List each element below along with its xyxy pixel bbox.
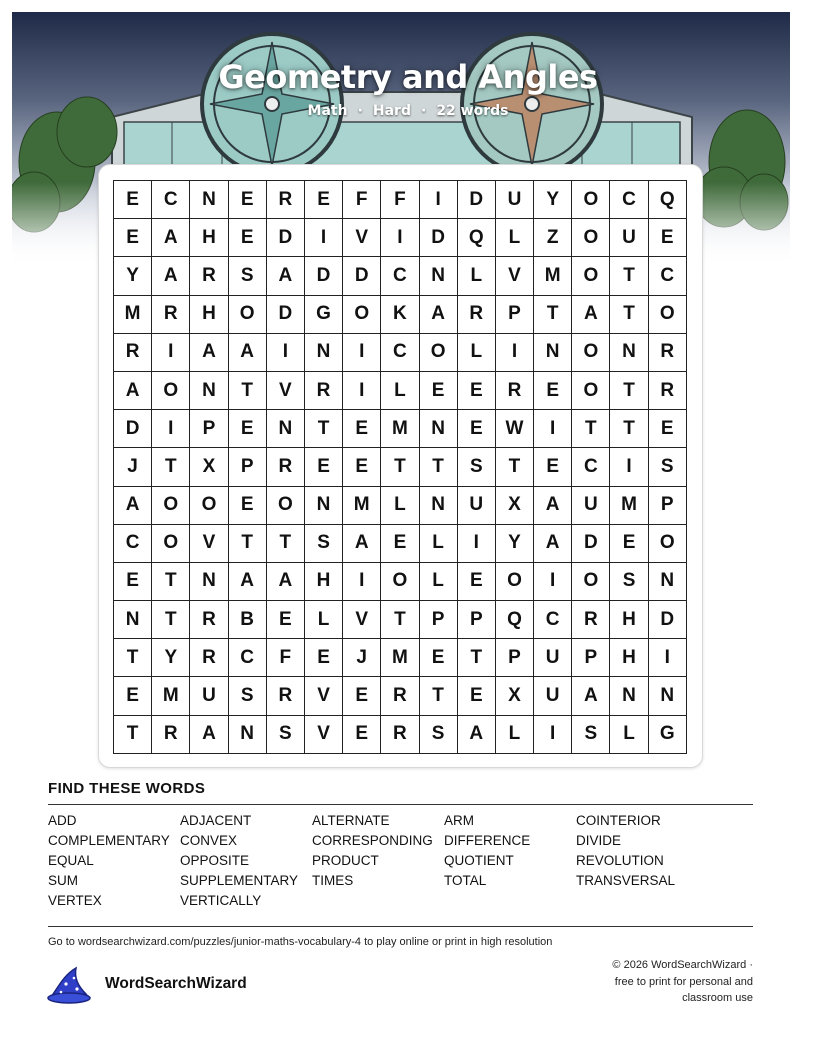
word-list-item: VERTEX [48,893,102,908]
brand[interactable] [46,964,247,1004]
grid-cell[interactable]: H [610,601,648,639]
grid-cell[interactable]: E [343,716,381,754]
grid-cell[interactable]: U [458,487,496,525]
word-list-item: ARM [444,813,474,828]
word-list-item: ADD [48,813,77,828]
grid-cell[interactable]: O [572,372,610,410]
grid-cell[interactable]: L [420,563,458,601]
grid-cell[interactable]: R [152,296,190,334]
grid-cell[interactable]: C [381,257,419,295]
grid-cell[interactable]: T [420,448,458,486]
grid-cell[interactable]: E [420,372,458,410]
grid-cell[interactable]: E [114,677,152,715]
word-count-label: 22 words [436,103,509,119]
grid-cell[interactable]: S [649,448,687,486]
grid-cell[interactable]: X [496,487,534,525]
grid-cell[interactable]: L [458,257,496,295]
meta-separator: · [420,103,427,119]
grid-cell[interactable]: O [420,334,458,372]
grid-cell[interactable]: B [229,601,267,639]
grid-cell[interactable]: A [152,219,190,257]
grid-cell[interactable]: L [458,334,496,372]
grid-cell[interactable]: I [458,525,496,563]
grid-cell[interactable]: S [229,257,267,295]
word-list-item: SUPPLEMENTARY [180,873,299,888]
grid-cell[interactable]: H [190,219,228,257]
grid-cell[interactable]: S [458,448,496,486]
grid-cell[interactable]: Y [114,257,152,295]
grid-cell[interactable]: R [152,716,190,754]
grid-cell[interactable]: O [572,219,610,257]
grid-cell[interactable]: M [381,410,419,448]
grid-cell[interactable]: H [305,563,343,601]
grid-cell[interactable]: A [267,563,305,601]
meta-separator: · [357,103,363,119]
grid-cell[interactable]: R [381,677,419,715]
grid-cell[interactable]: C [229,639,267,677]
grid-cell[interactable]: D [305,257,343,295]
word-list-item: COINTERIOR [576,813,661,828]
grid-cell[interactable]: M [114,296,152,334]
grid-cell[interactable]: A [534,487,572,525]
grid-cell[interactable]: D [458,181,496,219]
grid-cell[interactable]: E [343,448,381,486]
grid-cell[interactable]: N [420,487,458,525]
grid-cell[interactable]: A [572,677,610,715]
grid-cell[interactable]: E [649,410,687,448]
grid-cell[interactable]: I [496,334,534,372]
grid-cell[interactable]: R [190,601,228,639]
grid-cell[interactable]: E [343,677,381,715]
grid-cell[interactable]: T [114,716,152,754]
grid-cell[interactable]: V [305,677,343,715]
grid-cell[interactable]: E [114,181,152,219]
grid-cell[interactable]: S [572,716,610,754]
grid-cell[interactable]: U [572,487,610,525]
word-list [48,813,753,913]
grid-cell[interactable]: L [496,219,534,257]
grid-cell[interactable]: O [572,563,610,601]
grid-cell[interactable]: E [114,219,152,257]
grid-cell[interactable]: I [152,334,190,372]
grid-cell[interactable]: T [114,639,152,677]
grid-cell[interactable]: V [343,601,381,639]
word-list-item: VERTICALLY [180,893,262,908]
grid-cell[interactable]: T [610,257,648,295]
grid-cell[interactable]: S [229,677,267,715]
copyright-line: © 2026 WordSearchWizard · [612,959,753,971]
grid-cell[interactable]: M [534,257,572,295]
grid-cell[interactable]: I [343,563,381,601]
grid-cell[interactable]: R [190,639,228,677]
grid-cell[interactable]: L [420,525,458,563]
grid-cell[interactable]: F [381,181,419,219]
grid-cell[interactable]: I [534,563,572,601]
grid-cell[interactable]: T [610,296,648,334]
grid-cell[interactable]: T [458,639,496,677]
grid-cell[interactable]: N [229,716,267,754]
grid-cell[interactable]: N [649,677,687,715]
grid-cell[interactable]: I [343,334,381,372]
grid-cell[interactable]: U [534,639,572,677]
grid-cell[interactable]: S [305,525,343,563]
grid-cell[interactable]: T [229,525,267,563]
grid-cell[interactable]: L [305,601,343,639]
grid-cell[interactable]: T [610,372,648,410]
grid-cell[interactable]: I [343,372,381,410]
grid-cell[interactable]: O [649,296,687,334]
grid-cell[interactable]: M [381,639,419,677]
grid-cell[interactable]: N [420,257,458,295]
grid-cell[interactable]: M [610,487,648,525]
grid-cell[interactable]: E [649,219,687,257]
grid-cell[interactable]: E [534,448,572,486]
grid-cell[interactable]: O [572,181,610,219]
subject-label: Math [307,103,348,119]
grid-cell[interactable]: O [381,563,419,601]
word-list-item: TIMES [312,873,354,888]
grid-cell[interactable]: I [267,334,305,372]
grid-cell[interactable]: V [305,716,343,754]
grid-cell[interactable]: O [649,525,687,563]
grid-cell[interactable]: C [534,601,572,639]
grid-cell[interactable]: I [381,219,419,257]
grid-cell[interactable]: I [649,639,687,677]
grid-cell[interactable]: T [420,677,458,715]
grid-cell[interactable]: O [152,372,190,410]
grid-cell[interactable]: D [114,410,152,448]
grid-cell[interactable]: T [267,525,305,563]
grid-cell[interactable]: F [267,639,305,677]
grid-cell[interactable]: A [343,525,381,563]
grid-cell[interactable]: E [114,563,152,601]
copyright-notice [553,957,753,1007]
divider [48,804,753,805]
grid-cell[interactable]: D [649,601,687,639]
grid-cell[interactable]: R [496,372,534,410]
grid-cell[interactable]: A [114,487,152,525]
grid-cell[interactable]: P [190,410,228,448]
grid-cell[interactable]: M [343,487,381,525]
grid-cell[interactable]: Y [152,639,190,677]
grid-cell[interactable]: Y [496,525,534,563]
grid-cell[interactable]: F [343,181,381,219]
grid-cell[interactable]: R [305,372,343,410]
grid-cell[interactable]: L [610,716,648,754]
grid-cell[interactable]: N [649,563,687,601]
grid-cell[interactable]: T [381,601,419,639]
grid-cell[interactable]: A [420,296,458,334]
word-list-item: OPPOSITE [180,853,250,868]
grid-cell[interactable]: U [496,181,534,219]
word-list-item: QUOTIENT [444,853,514,868]
grid-cell[interactable]: R [267,181,305,219]
grid-cell[interactable]: A [572,296,610,334]
grid-cell[interactable]: E [267,601,305,639]
word-list-item: DIFFERENCE [444,833,531,848]
grid-cell[interactable]: L [496,716,534,754]
grid-cell[interactable]: J [343,639,381,677]
grid-cell[interactable]: R [458,296,496,334]
puzzle-meta [0,103,816,119]
grid-cell[interactable]: G [649,716,687,754]
grid-cell[interactable]: N [305,487,343,525]
grid-cell[interactable]: C [152,181,190,219]
grid-cell[interactable]: A [534,525,572,563]
grid-cell[interactable]: C [381,334,419,372]
letter-grid[interactable] [113,180,687,754]
grid-cell[interactable]: V [267,372,305,410]
grid-cell[interactable]: N [610,677,648,715]
grid-cell[interactable]: A [229,334,267,372]
grid-cell[interactable]: R [572,601,610,639]
grid-cell[interactable]: Y [534,181,572,219]
puzzle-card [98,164,703,768]
word-list-item: EQUAL [48,853,94,868]
grid-cell[interactable]: P [458,601,496,639]
grid-cell[interactable]: H [610,639,648,677]
grid-cell[interactable]: N [190,181,228,219]
grid-cell[interactable]: O [152,525,190,563]
brand-name: WordSearchWizard [105,975,247,992]
grid-cell[interactable]: T [229,372,267,410]
divider [48,926,753,927]
wizard-hat-icon [46,964,92,1004]
grid-cell[interactable]: R [267,448,305,486]
grid-cell[interactable]: R [649,372,687,410]
grid-cell[interactable]: E [381,525,419,563]
grid-cell[interactable]: D [267,296,305,334]
grid-cell[interactable]: M [152,677,190,715]
grid-cell[interactable]: E [458,372,496,410]
grid-cell[interactable]: O [229,296,267,334]
grid-cell[interactable]: T [152,563,190,601]
grid-cell[interactable]: E [610,525,648,563]
grid-cell[interactable]: E [229,487,267,525]
grid-cell[interactable]: L [381,487,419,525]
grid-cell[interactable]: N [305,334,343,372]
grid-cell[interactable]: W [496,410,534,448]
grid-cell[interactable]: N [534,334,572,372]
footer-url-text: Go to wordsearchwizard.com/puzzles/junior-maths-vocabulary-4 to play online or print in high resolution [48,936,553,948]
grid-cell[interactable]: E [458,563,496,601]
grid-cell[interactable]: R [267,677,305,715]
grid-cell[interactable]: L [381,372,419,410]
grid-cell[interactable]: P [572,639,610,677]
grid-cell[interactable]: E [229,219,267,257]
word-list-heading: FIND THESE WORDS [48,780,206,797]
grid-cell[interactable]: R [649,334,687,372]
grid-cell[interactable]: X [496,677,534,715]
grid-cell[interactable]: V [343,219,381,257]
grid-cell[interactable]: I [420,181,458,219]
grid-cell[interactable]: T [152,601,190,639]
grid-cell[interactable]: N [610,334,648,372]
grid-cell[interactable]: E [343,410,381,448]
grid-cell[interactable]: Q [496,601,534,639]
grid-cell[interactable]: C [610,181,648,219]
grid-cell[interactable]: P [229,448,267,486]
grid-cell[interactable]: A [229,563,267,601]
grid-cell[interactable]: S [420,716,458,754]
grid-cell[interactable]: N [114,601,152,639]
difficulty-label: Hard [372,103,411,119]
grid-cell[interactable]: P [649,487,687,525]
grid-cell[interactable]: V [496,257,534,295]
grid-cell[interactable]: E [229,410,267,448]
grid-cell[interactable]: O [267,487,305,525]
grid-cell[interactable]: N [190,372,228,410]
word-list-item: ADJACENT [180,813,252,828]
grid-cell[interactable]: A [267,257,305,295]
grid-cell[interactable]: A [152,257,190,295]
grid-cell[interactable]: I [610,448,648,486]
grid-cell[interactable]: S [610,563,648,601]
word-list-item: CORRESPONDING [312,833,433,848]
grid-cell[interactable]: D [343,257,381,295]
grid-cell[interactable]: T [572,410,610,448]
grid-cell[interactable]: O [572,257,610,295]
word-list-item: COMPLEMENTARY [48,833,170,848]
word-list-item: REVOLUTION [576,853,664,868]
grid-cell[interactable]: A [114,372,152,410]
grid-cell[interactable]: P [496,296,534,334]
grid-cell[interactable]: R [114,334,152,372]
grid-cell[interactable]: A [190,716,228,754]
grid-cell[interactable]: I [534,716,572,754]
grid-cell[interactable]: I [152,410,190,448]
copyright-line: free to print for personal and [614,975,753,988]
grid-cell[interactable]: O [496,563,534,601]
grid-cell[interactable]: T [534,296,572,334]
grid-cell[interactable]: O [190,487,228,525]
grid-cell[interactable]: T [381,448,419,486]
grid-cell[interactable]: G [305,296,343,334]
grid-cell[interactable]: R [381,716,419,754]
grid-cell[interactable]: T [610,410,648,448]
grid-cell[interactable]: E [458,410,496,448]
grid-cell[interactable]: E [534,372,572,410]
grid-cell[interactable]: U [190,677,228,715]
grid-cell[interactable]: J [114,448,152,486]
grid-cell[interactable]: N [420,410,458,448]
grid-cell[interactable]: D [572,525,610,563]
grid-cell[interactable]: C [649,257,687,295]
grid-cell[interactable]: E [458,677,496,715]
word-list-item: DIVIDE [576,833,622,848]
grid-cell[interactable]: X [190,448,228,486]
word-list-item: ALTERNATE [312,813,390,828]
grid-cell[interactable]: E [229,181,267,219]
grid-cell[interactable]: H [190,296,228,334]
grid-cell[interactable]: P [420,601,458,639]
word-list-item: SUM [48,873,78,888]
puzzle-title: Geometry and Angles [218,58,598,96]
grid-cell[interactable]: D [420,219,458,257]
grid-cell[interactable]: U [610,219,648,257]
copyright-line: classroom use [682,992,753,1004]
grid-cell[interactable]: V [190,525,228,563]
grid-cell[interactable]: T [496,448,534,486]
grid-cell[interactable]: E [305,448,343,486]
word-list-item: CONVEX [180,833,238,848]
word-list-item: TRANSVERSAL [576,873,676,888]
grid-cell[interactable]: O [572,334,610,372]
grid-cell[interactable]: E [305,181,343,219]
grid-cell[interactable]: Q [458,219,496,257]
grid-cell[interactable]: K [381,296,419,334]
grid-cell[interactable]: A [458,716,496,754]
grid-cell[interactable]: T [152,448,190,486]
grid-cell[interactable]: O [343,296,381,334]
grid-cell[interactable]: O [152,487,190,525]
grid-cell[interactable]: D [267,219,305,257]
grid-cell[interactable]: E [420,639,458,677]
grid-cell[interactable]: A [190,334,228,372]
grid-cell[interactable]: R [190,257,228,295]
grid-cell[interactable]: I [305,219,343,257]
grid-cell[interactable]: E [305,639,343,677]
grid-cell[interactable]: U [534,677,572,715]
grid-cell[interactable]: C [114,525,152,563]
grid-cell[interactable]: I [534,410,572,448]
grid-cell[interactable]: P [496,639,534,677]
grid-cell[interactable]: S [267,716,305,754]
grid-cell[interactable]: Q [649,181,687,219]
grid-cell[interactable]: C [572,448,610,486]
word-list-item: TOTAL [444,873,487,888]
grid-cell[interactable]: N [190,563,228,601]
grid-cell[interactable]: Z [534,219,572,257]
grid-cell[interactable]: T [305,410,343,448]
grid-cell[interactable]: N [267,410,305,448]
word-list-item: PRODUCT [312,853,379,868]
